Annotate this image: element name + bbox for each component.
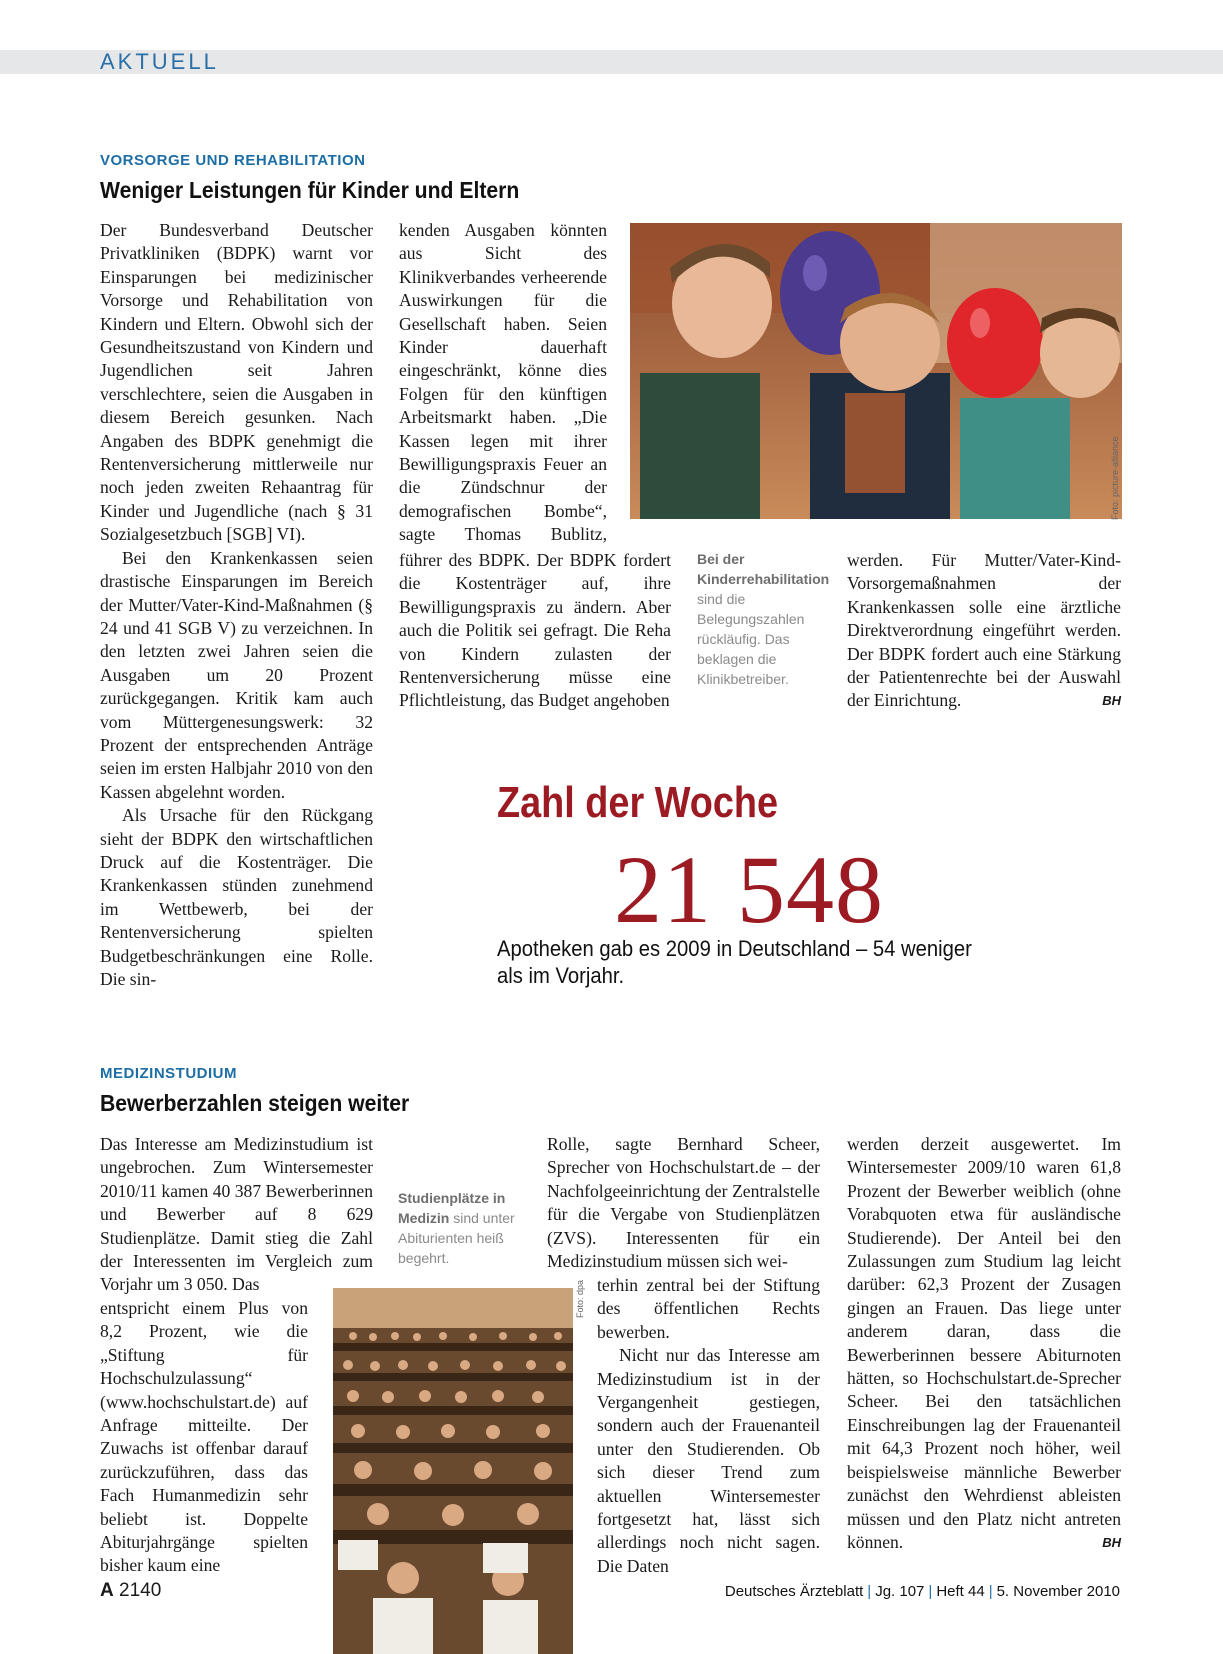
paragraph: Bei den Krankenkassen seien drastische Einsparungen im Bereich der Mutter/Vater-Kind-Maßnahmen (§ 24 und 41 SGB V) zu verzeichnen. In den letzten zwei Jahren seien die Ausgaben um 20 Prozent zurückgegangen. Kritik kam auch vom Müttergenesungswerk: 32 Prozent der entsprechenden Anträge seien im ersten Halbjahr 2010 von den Kassen abgelehnt worden.	[100, 547, 373, 802]
article1-column-3	[847, 549, 1121, 713]
caption-text: sind die Belegungszahlen rückläufig. Das beklagen die Klinikbetreiber.	[697, 591, 805, 687]
caption-bold: Bei der Kinderrehabilitation	[697, 551, 830, 587]
date: 5. November 2010	[996, 1583, 1120, 1600]
volume: Jg. 107	[875, 1583, 925, 1600]
publication-info	[725, 1583, 1120, 1600]
article2-column-2-top	[547, 1133, 820, 1273]
children-balloons-photo	[630, 223, 1122, 519]
article2-photo-caption	[398, 1188, 518, 1268]
paragraph: Als Ursache für den Rückgang sieht der BDPK den wirtschaftlichen Druck auf die Kostenträger. Die Krankenkassen stünden zunehmend im Wettbewerb, bei der Rentenversicherung spielten Budgetbeschränkungen eine Rolle. Die sin-	[100, 805, 373, 989]
section-label: AKTUELL	[100, 49, 219, 74]
author-signature: BH	[1102, 693, 1121, 709]
article1-kicker: VORSORGE UND REHABILITATION	[100, 152, 366, 169]
paragraph: Das Interesse am Medizinstudium ist ungebrochen. Zum Wintersemester 2010/11 kamen 40 387 Bewerberinnen und Bewerber auf 8 629 Studienplätze. Damit stieg die Zahl der Interessenten im Vergleich zum Vorjahr um 3 050. Das	[100, 1134, 373, 1295]
separator: |	[928, 1583, 933, 1600]
number-of-week-title: Zahl der Woche	[497, 778, 779, 827]
page-number-value: 2140	[119, 1580, 162, 1601]
separator: |	[988, 1583, 993, 1600]
issue: Heft 44	[936, 1583, 985, 1600]
article1-column-2	[399, 219, 607, 549]
paragraph: kenden Ausgaben könnten aus Sicht des Klinikverbandes verheerende Auswirkungen für die Gesellschaft haben. Seien Kinder dauerhaft eingeschränkt, könne dies Folgen für den künftigen Arbeitsmarkt haben. „Die Kassen legen mit ihrer Bewilligungspraxis Feuer an die Zündschnur der demografischen Bombe“, sagte Thomas Bublitz,	[399, 220, 607, 545]
paragraph: Nicht nur das Interesse am Medizinstudium ist in der Vergangenheit gestiegen, sondern auch der Frauenanteil unter den Studierenden. Ob sich dieser Trend zum aktuellen Wintersemester fortgesetzt hat, lässt sich allerdings noch nicht sagen. Die Daten	[597, 1345, 820, 1576]
photo-credit: Foto: picture-alliance	[1110, 436, 1120, 520]
paragraph: Der Bundesverband Deutscher Privatkliniken (BDPK) warnt vor Einsparungen bei medizinischer Vorsorge und Rehabilitation von Kindern und Eltern. Obwohl sich der Gesundheitszustand von Kindern und Jugendlichen seit Jahren verschlechtere, seien die Ausgaben in diesem Bereich gesunken. Nach Angaben des BDPK genehmigt die Rentenversicherung mittlerweile nur noch jeden zweiten Rehaantrag für Kinder und Jugendliche (nach § 31 Sozialgesetzbuch [SGB] VI).	[100, 220, 373, 545]
article2-column-1-top	[100, 1133, 373, 1297]
article2-column-3	[847, 1133, 1121, 1554]
article1-photo-caption	[697, 549, 830, 689]
column-3-text: werden derzeit ausgewertet. Im Wintersemester 2009/10 waren 61,8 Prozent der Bewerber weiblich (ohne Vorabquoten etwa für ausländische Studierende). Der Anteil bei den Zulassungen zum Studium lag leicht darüber: 62,3 Prozent der Zusagen gingen an Frauen. Das liege unter anderem daran, dass die Bewerberinnen bessere Abiturnoten hätten, so Hochschulstart.de-Sprecher Scheer. Bei den tatsächlichen Einschreibungen lag der Frauenanteil mit 64,3 Prozent noch höher, weil beispielsweise männliche Bewerber zunächst den Wehrdienst ableisten müssen und den Platz nicht antreten können.	[847, 1134, 1121, 1552]
column-3-text: werden. Für Mutter/Vater-Kind-Vorsorgemaßnahmen der Krankenkassen solle eine ärztliche Direktverordnung eingeführt werden. Der BDPK fordert auch eine Stärkung der Patientenrechte bei der Auswahl der Einrichtung.	[847, 550, 1121, 711]
number-of-week-value: 21 548	[614, 836, 884, 943]
caption-text: sind unter Abiturienten heiß begehrt.	[398, 1210, 515, 1266]
article2-column-1-bottom	[100, 1297, 308, 1578]
author-signature: BH	[1102, 1534, 1121, 1550]
paragraph: terhin zentral bei der Stiftung des öffentlichen Rechts bewerben.	[597, 1275, 820, 1342]
lecture-hall-photo	[333, 1288, 573, 1654]
photo-credit: Foto: dpa	[575, 1279, 585, 1318]
article1-column-2-continued	[399, 549, 671, 713]
page-number	[100, 1580, 161, 1602]
article2-column-2-bottom	[597, 1274, 820, 1578]
separator: |	[867, 1583, 872, 1600]
number-of-week-text: Apotheken gab es 2009 in Deutschland – 54 weniger als im Vorjahr.	[497, 936, 972, 988]
paragraph	[847, 1133, 1121, 1554]
article1-column-1	[100, 219, 373, 991]
article2-kicker: MEDIZINSTUDIUM	[100, 1065, 237, 1082]
publication-name: Deutsches Ärzteblatt	[724, 1583, 864, 1600]
paragraph	[847, 549, 1121, 713]
caption-bold: Studienplätze in Medizin	[398, 1190, 506, 1226]
article1-headline: Weniger Leistungen für Kinder und Eltern	[100, 177, 520, 203]
paragraph: führer des BDPK. Der BDPK fordert die Kostenträger auf, ihre Bewilligungspraxis zu ändern. Aber auch die Politik sei gefragt. Die Reha von Kindern zulasten der Rentenversicherung müsse eine Pflichtleistung, das Budget angehoben	[399, 550, 671, 711]
paragraph: entspricht einem Plus von 8,2 Prozent, wie die „Stiftung für Hochschulzulassung“ (www.hochschulstart.de) auf Anfrage mitteilte. Der Zuwachs ist offenbar darauf zurückzuführen, dass das Fach Humanmedizin sehr beliebt ist. Doppelte Abiturjahrgänge spielten bisher kaum eine	[100, 1298, 308, 1576]
paragraph: Rolle, sagte Bernhard Scheer, Sprecher von Hochschulstart.de – der Nachfolgeeinrichtung der Zentralstelle für die Vergabe von Studienplätzen (ZVS). Interessenten für ein Medizinstudium müssen sich wei-	[547, 1134, 820, 1272]
page-prefix: A	[100, 1580, 114, 1601]
article2-headline: Bewerberzahlen steigen weiter	[100, 1090, 410, 1116]
